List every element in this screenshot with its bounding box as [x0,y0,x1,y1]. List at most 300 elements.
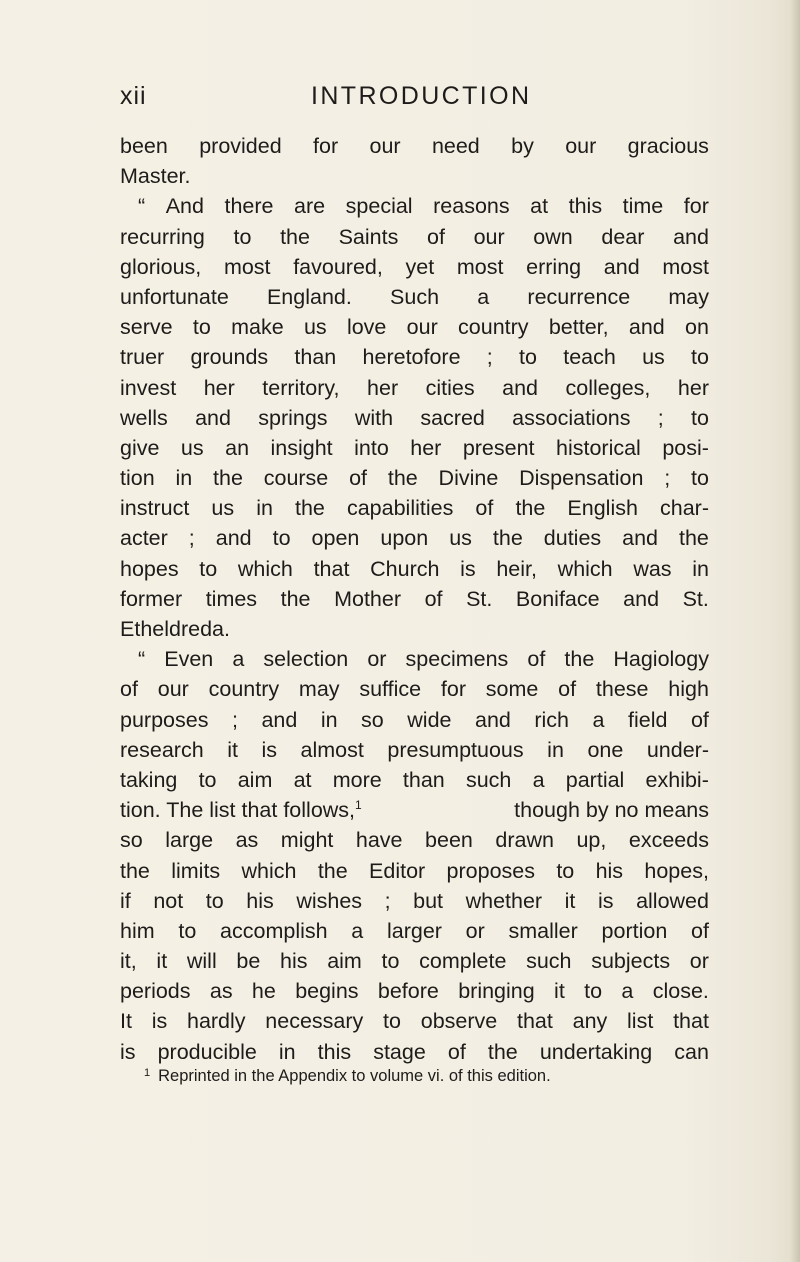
word: dear [601,224,645,249]
word: to [383,1009,401,1034]
word: to [556,858,575,883]
word: suffice [359,677,422,702]
text-line [120,373,709,403]
word: which [237,556,293,581]
word: exceeds [628,828,709,853]
word: limits [171,858,221,883]
word: to [381,949,400,974]
word: bringing [458,979,535,1004]
text-line [120,735,709,765]
word: or [465,918,485,943]
word: to [233,224,252,249]
word: for [440,677,466,702]
word: posi- [662,435,709,460]
word: instruct [120,496,190,521]
text-line [120,584,709,614]
word: and [474,707,511,732]
word: him [120,918,155,943]
word: to [691,466,709,491]
word: in [256,496,273,521]
word: and [673,224,709,249]
word: his [595,858,624,883]
word: our [369,134,401,158]
word: favoured, [293,254,383,279]
word: the [280,586,311,611]
word: in [320,707,338,732]
footnote [144,1067,551,1086]
word: smaller [508,918,578,943]
word: grounds [190,345,269,370]
word: stage [373,1039,426,1064]
word: yet [405,254,435,279]
word: better, [548,315,609,340]
word: St. [466,586,493,611]
word: as [235,828,259,853]
word: of [527,647,546,672]
word: cities [425,375,475,400]
word: the [295,496,325,521]
word: or [367,647,387,672]
word: us [642,345,665,370]
word: the [564,647,595,672]
word: subjects [591,949,671,974]
word: ; [664,466,671,491]
page-number: xii [120,82,147,110]
word: Hagiology [613,647,709,672]
word: “ [138,647,146,672]
word: to [691,405,709,430]
word: as [209,979,233,1004]
word: will [186,949,217,974]
word: almost [300,737,364,762]
word: time [622,194,664,219]
page-header [120,82,720,122]
word: a [477,284,490,309]
word: in [547,737,564,762]
word: before [377,979,439,1004]
word: begins [295,979,359,1004]
word: and [502,375,539,400]
word: capabilities [346,496,454,521]
word: with [354,405,394,430]
word: recurring [120,224,205,249]
word: wells [120,405,168,430]
word: to [192,315,211,340]
word: is [460,556,476,581]
word: is [597,888,614,913]
word: a [592,707,605,732]
word: of [558,677,577,702]
footnote-reference[interactable]: 1 [355,798,362,813]
word: serve [120,315,173,340]
word: producible [157,1039,257,1064]
word: under- [646,737,709,762]
word: to [584,979,603,1004]
text-line [120,554,709,584]
text-line: Etheldreda. [120,617,230,641]
word: list [627,1009,654,1034]
word: teach [563,345,616,370]
word: her [367,375,399,400]
word: aim [237,767,273,792]
word: and [195,405,231,430]
word: the [515,496,546,521]
word: ; [384,888,391,913]
word: to [199,556,218,581]
word: into [354,435,389,460]
word: the [317,858,348,883]
word: may [298,677,340,702]
word: which [241,858,297,883]
word: proposes [446,858,535,883]
word: to [272,526,291,551]
word: heir, [496,556,537,581]
word: Even [164,647,214,672]
word: the [679,526,709,551]
word: England. [266,284,352,309]
word: tion [120,466,155,491]
word: taking [120,767,178,792]
word: this [568,194,603,219]
word: Editor [369,858,426,883]
word: it [564,888,576,913]
word: that [673,1009,709,1034]
word: of [427,224,445,249]
word: there [224,194,274,219]
word: drawn [495,828,554,853]
word: is [120,1039,136,1064]
word: the [492,526,523,551]
text-segment: though by no means [514,798,709,823]
word: undertaking [539,1039,653,1064]
word: course [263,466,329,491]
word: colleges, [565,375,651,400]
word: but [413,888,444,913]
word: to [691,345,709,370]
word: which [557,556,613,581]
word: to [178,918,197,943]
word: present [462,435,535,460]
word: most [456,254,504,279]
word: he [251,979,276,1004]
word: a [532,767,545,792]
text-line [120,886,709,916]
word: been [425,828,473,853]
word: our [406,315,438,340]
word: love [346,315,387,340]
word: truer [120,345,165,370]
word: was [633,556,672,581]
word: in [175,466,193,491]
word: large [165,828,214,853]
word: whether [465,888,543,913]
word: have [355,828,403,853]
word: acter [120,526,168,551]
word: specimens [405,647,509,672]
word: it [227,737,238,762]
word: accomplish [220,918,328,943]
word: such [465,767,512,792]
word: upon [380,526,429,551]
word: a [621,979,634,1004]
text-line: Master. [120,164,191,189]
word: country [458,315,529,340]
word: ; [231,707,238,732]
word: the [120,858,150,883]
text-line [120,916,709,946]
text-line [120,252,709,282]
word: own [533,224,573,249]
word: is [261,737,277,762]
text-line [120,433,709,463]
word: for [683,194,709,219]
word: territory, [262,375,340,400]
word: research [120,737,204,762]
word: erring [526,254,582,279]
word: us [449,526,472,551]
word: Such [390,284,440,309]
word: duties [543,526,602,551]
word: us [180,435,204,460]
word: are [294,194,326,219]
word: than [402,767,445,792]
word: and [622,526,659,551]
text-line [120,463,709,493]
text-line [120,523,709,553]
body-text [120,131,709,1067]
word: the [280,224,310,249]
word: some [485,677,539,702]
text-line [120,131,709,161]
word: selection [263,647,349,672]
word: glorious, [120,254,202,279]
word: presumptuous [387,737,524,762]
word: ; [188,526,195,551]
footnote-text: Reprinted in the Appendix to volume vi. of this edition. [158,1067,551,1085]
word: her [410,435,442,460]
text-line [120,1037,709,1067]
word: open [311,526,360,551]
word: wishes [296,888,363,913]
word: may [668,284,709,309]
word: and [603,254,640,279]
word: historical [556,435,641,460]
word: to [198,767,217,792]
word: English [567,496,638,521]
word: times [205,586,258,611]
word: invest [120,375,177,400]
text-line [120,946,709,976]
word: and [623,586,660,611]
word: reasons [433,194,510,219]
word: unfortunate [120,284,229,309]
word: of [447,1039,466,1064]
word: most [662,254,709,279]
word: gracious [627,134,709,158]
word: hopes, [644,858,709,883]
word: up, [576,828,607,853]
word: of [690,707,709,732]
word: not [153,888,184,913]
word: high [668,677,709,702]
word: in [278,1039,296,1064]
word: more [332,767,382,792]
word: us [303,315,327,340]
word: at [530,194,549,219]
text-line [120,644,709,674]
word: our [565,134,597,158]
word: her [677,375,709,400]
text-line [120,856,709,886]
word: a [351,918,364,943]
text-line [120,674,709,704]
text-line [120,403,709,433]
word: the [487,1039,518,1064]
word: and [261,707,298,732]
word: allowed [636,888,709,913]
text-line [120,705,709,735]
word: former [120,586,183,611]
text-segment: tion. The list that follows, [120,798,356,823]
word: so [120,828,143,853]
text-line [120,493,709,523]
word: Dispensation [519,466,644,491]
word: to [205,888,224,913]
word: of [424,586,443,611]
text-line-with-footnote-ref [120,795,709,825]
word: these [595,677,649,702]
word: of [120,677,138,702]
word: be [236,949,261,974]
word: for [313,134,339,158]
word: of [475,496,494,521]
word: that [313,556,350,581]
word: than [294,345,337,370]
word: on [685,315,709,340]
word: exhibi- [645,767,709,792]
word: it [554,979,565,1004]
word: might [280,828,334,853]
word: if [120,888,131,913]
word: purposes [120,707,209,732]
word: Mother [334,586,401,611]
word: need [431,134,480,158]
word: at [293,767,312,792]
text-line [120,342,709,372]
text-line [120,282,709,312]
word: complete [419,949,507,974]
word: his [280,949,308,974]
word: heretofore [362,345,461,370]
text-line [120,312,709,342]
word: observe [420,1009,498,1034]
word: and [628,315,665,340]
word: his [246,888,274,913]
text-line [120,765,709,795]
word: can [674,1039,709,1064]
text-line [120,222,709,252]
word: that [516,1009,553,1034]
word: aim [327,949,362,974]
word: most [223,254,271,279]
word: our [473,224,505,249]
word: hardly [186,1009,246,1034]
word: an [225,435,250,460]
word: or [689,949,709,974]
word: in [692,556,709,581]
word: portion [601,918,668,943]
word: Boniface [515,586,600,611]
word: It [120,1009,132,1034]
word: our [157,677,189,702]
word: close. [652,979,709,1004]
word: ; [486,345,493,370]
word: field [627,707,668,732]
word: wide [407,707,452,732]
word: St. [682,586,709,611]
word: springs [258,405,328,430]
text-line [120,976,709,1006]
word: it [156,949,168,974]
word: recurrence [527,284,631,309]
word: ; [657,405,664,430]
word: the [387,466,418,491]
word: been [120,134,168,158]
word: hopes [120,556,179,581]
word: Divine [438,466,499,491]
word: is [151,1009,168,1034]
word: to [519,345,537,370]
word: associations [512,405,631,430]
word: Church [370,556,440,581]
footnote-marker: 1 [144,1067,151,1079]
word: Saints [338,224,399,249]
word: this [317,1039,352,1064]
text-line [120,1006,709,1036]
word: of [349,466,368,491]
word: any [572,1009,608,1034]
word: char- [660,496,709,521]
word: necessary [265,1009,364,1034]
word: partial [565,767,625,792]
word: insight [270,435,333,460]
word: her [203,375,235,400]
word: make [231,315,284,340]
word: sacred [420,405,485,430]
page-edge-shadow [790,0,800,1262]
word: such [526,949,572,974]
word: larger [386,918,442,943]
word: And [165,194,204,219]
word: periods [120,979,191,1004]
word: it, [120,949,137,974]
word: so [361,707,384,732]
word: of [691,918,709,943]
word: and [215,526,252,551]
word: the [213,466,243,491]
text-line [120,191,709,221]
word: by [511,134,534,158]
word: special [345,194,413,219]
word: us [211,496,235,521]
word: provided [199,134,282,158]
word: a [232,647,245,672]
text-line [120,825,709,855]
word: one [587,737,624,762]
word: country [208,677,280,702]
word: rich [534,707,570,732]
word: “ [138,194,146,219]
